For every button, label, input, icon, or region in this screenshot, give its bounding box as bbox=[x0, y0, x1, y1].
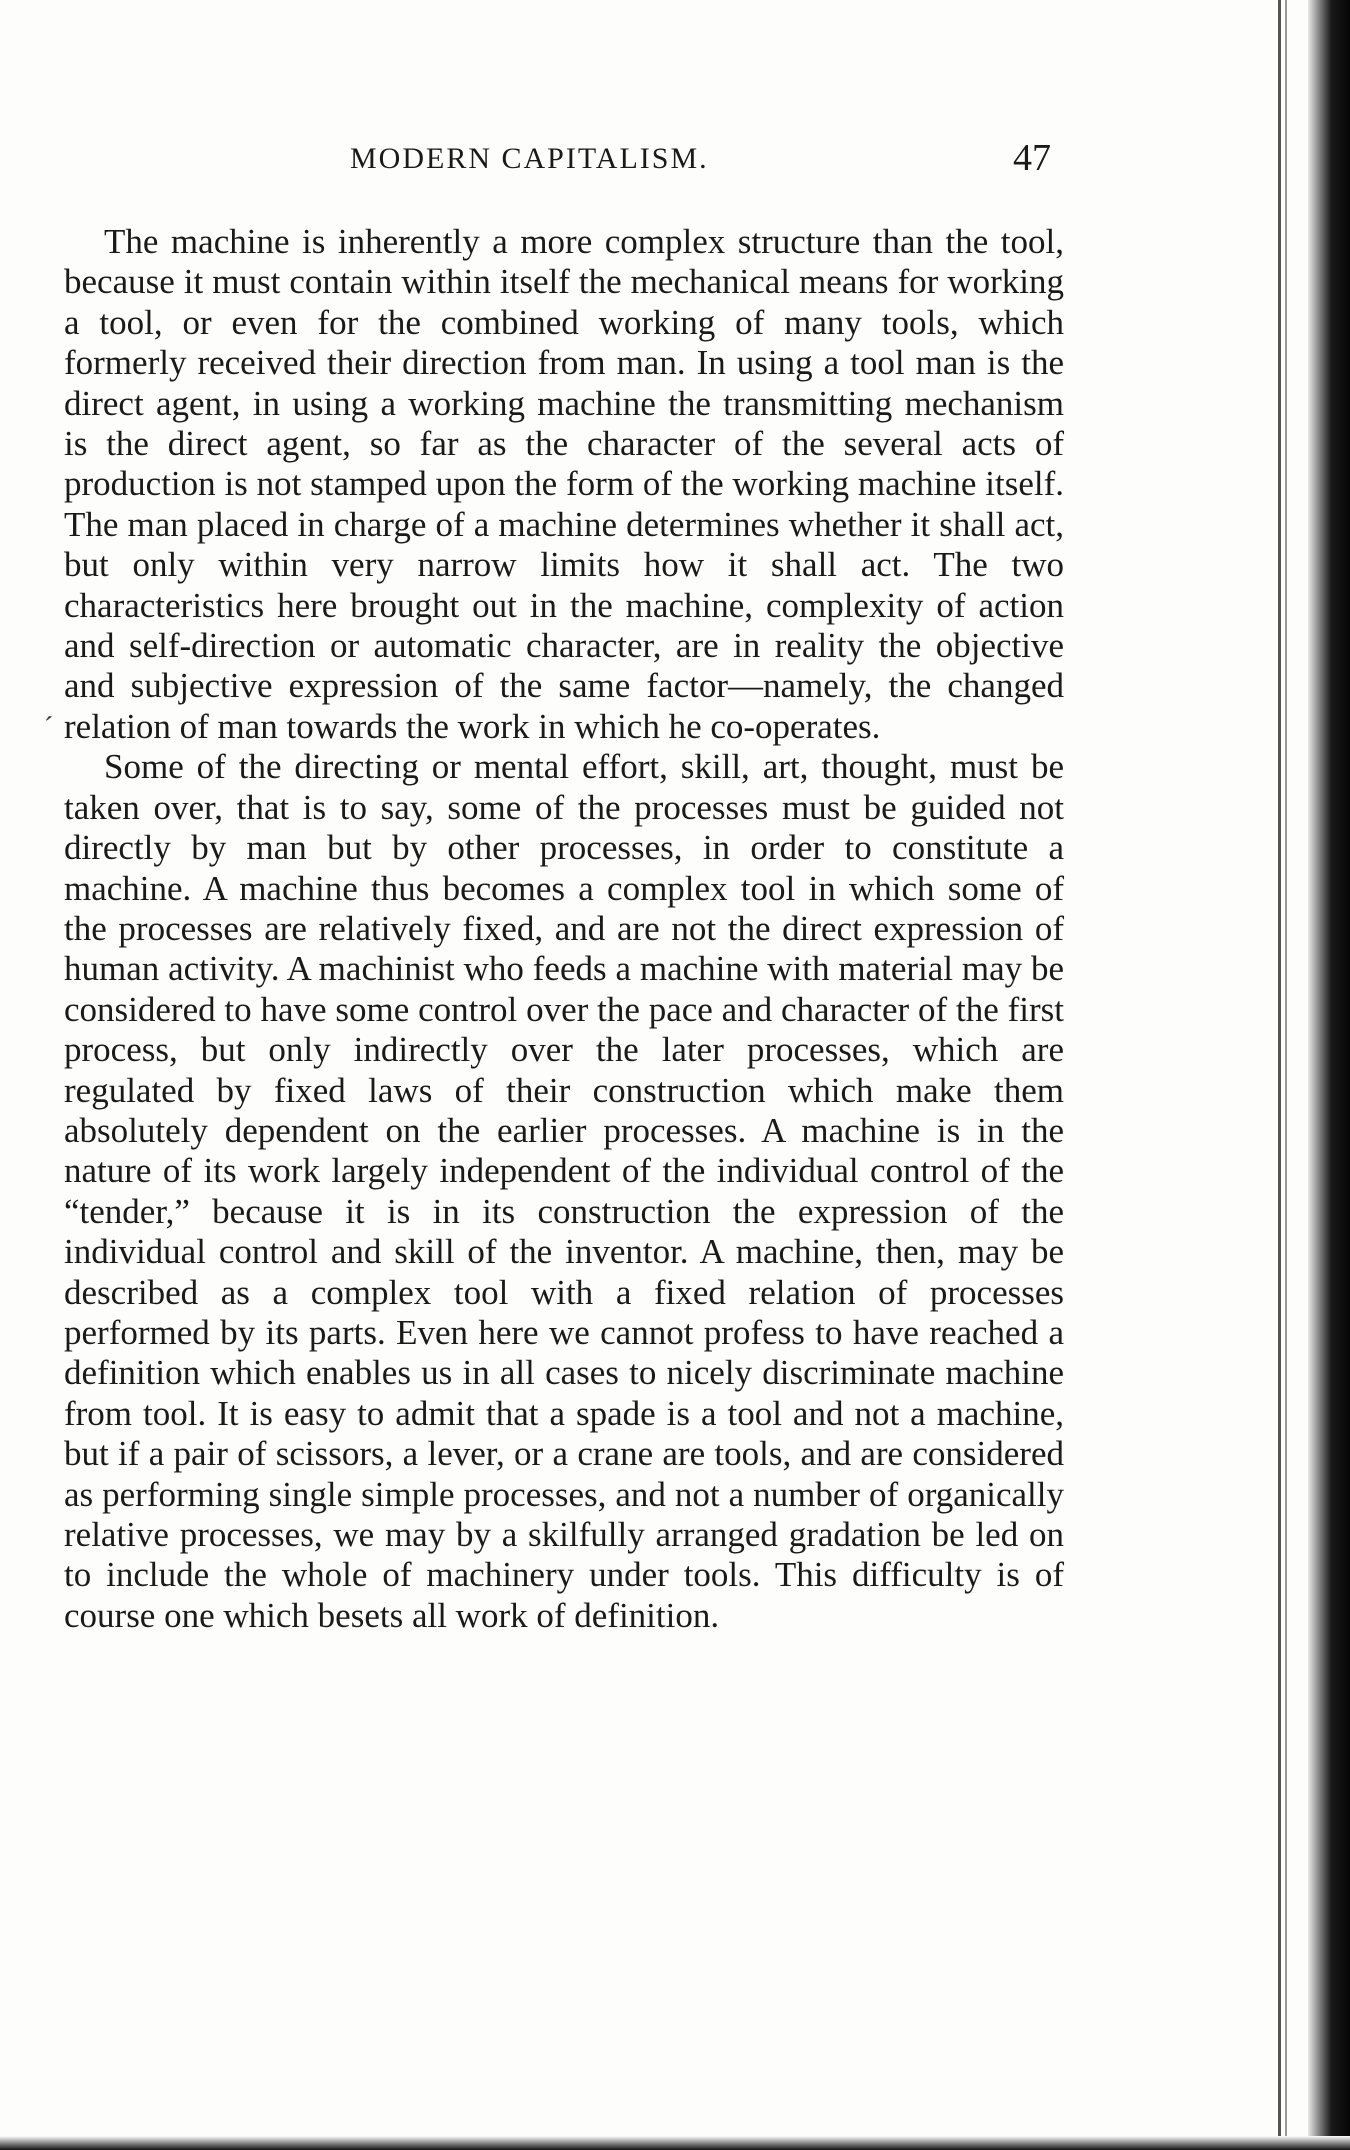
body-text bbox=[64, 222, 1064, 1636]
paragraph: Some of the directing or mental effort, skill, art, thought, must be taken over, that is to say, some of the processes must be guided not directly by man but by other processes, in order to constitute a machine. A machine thus becomes a complex tool in which some of the processes are relatively fixed, and are not the direct expression of human activity. A machinist who feeds a machine with material may be considered to have some control over the pace and character of the first process, but only indirectly over the later processes, which are regulated by fixed laws of their construction which make them absolutely dependent on the earlier processes. A machine is in the nature of its work largely independent of the individual control of the “tender,” because it is in its construction the expression of the individual control and skill of the inventor. A machine, then, may be described as a complex tool with a fixed relation of processes performed by its parts. Even here we cannot profess to have reached a definition which enables us in all cases to nicely discriminate machine from tool. It is easy to admit that a spade is a tool and not a machine, but if a pair of scissors, a lever, or a crane are tools, and are considered as performing single simple processes, and not a number of organically relative processes, we may by a skilfully arranged gradation be led on to include the whole of machinery under tools. This difficulty is of course one which besets all work of definition. bbox=[64, 747, 1064, 1635]
paragraph: The machine is inherently a more complex structure than the tool, because it must contain within itself the mechanical means for working a tool, or even for the combined working of many tools, which formerly received their direction from man. In using a tool man is the direct agent, in using a working machine the transmitting mechanism is the direct agent, so far as the character of the several acts of production is not stamped upon the form of the working machine itself. The man placed in charge of a machine determines whether it shall act, but only within very narrow limits how it shall act. The two characteristics here brought out in the machine, complexity of action and self-direction or automatic character, are in reality the objective and subjective expression of the same factor—namely, the changed relation of man towards the work in which he co-operates. bbox=[64, 222, 1064, 746]
margin-tick-mark: ˊ bbox=[44, 712, 54, 743]
page-number: 47 bbox=[1013, 137, 1051, 179]
page-binding-shadow bbox=[1308, 0, 1350, 2150]
binding-line bbox=[1278, 0, 1281, 2150]
running-title: MODERN CAPITALISM. bbox=[350, 142, 709, 175]
binding-line bbox=[1285, 0, 1287, 2150]
page-bottom-edge bbox=[0, 2136, 1350, 2150]
